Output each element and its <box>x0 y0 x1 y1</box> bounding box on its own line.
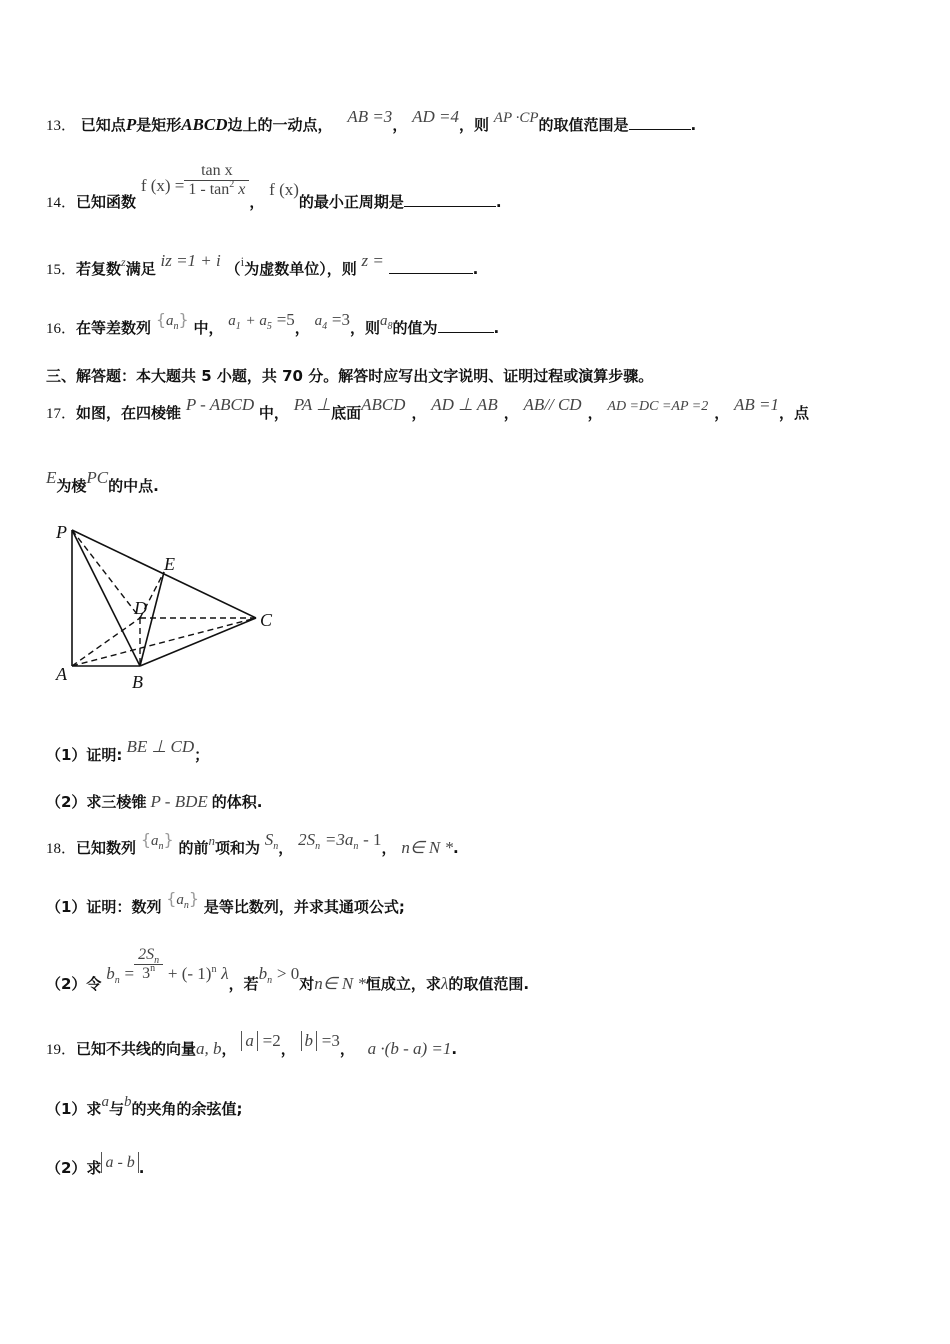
question-17-part-1: （1）证明: BE ⊥ CD； <box>46 737 210 764</box>
edge-bc <box>140 618 256 666</box>
question-17-cont: E为棱PC的中点. <box>46 468 159 495</box>
label-a: A <box>56 664 67 684</box>
question-17-part-2: （2）求三棱锥 P - BDE 的体积. <box>46 792 263 811</box>
edge-ac <box>72 618 256 666</box>
label-c: C <box>260 610 273 630</box>
answer-blank <box>629 114 691 130</box>
math-fx2: f (x) <box>269 179 299 199</box>
math-dot: AP ·CP <box>493 110 539 126</box>
sequence-an: $\{a_n\}$ <box>155 310 189 332</box>
question-15: 15．若复数$^z$满足 iz =1 + i （i为虚数单位），则 z = . <box>46 251 479 278</box>
section-heading: 三、解答题：本大题共 5 小题，共 70 分。解答时应写出文字说明、证明过程或演算步骤。 <box>46 367 654 385</box>
question-14: 14．已知函数 f (x) = $\frac{\text{tan x}}{1 - \tan^2 x}$ ， f (x)的最小正周期是 . <box>46 162 502 211</box>
math-a4: $a_4 =3$ <box>314 310 350 332</box>
math-a8: $a_8$ <box>379 313 393 332</box>
edge-ad <box>72 618 140 666</box>
answer-blank <box>438 317 494 333</box>
question-18-part-1: （1）证明：数列 $\{a_n\}$ 是等比数列，并求其通项公式; <box>46 889 405 916</box>
fraction-2sn: $\frac{2S_n}{3^n}$ <box>134 946 163 983</box>
math-ad: AD =4 <box>412 107 459 126</box>
edge-pb <box>72 530 140 666</box>
question-17: 17．如图，在四棱锥 P - ABCD 中， PA ⊥底面ABCD ， AD ⊥ AB ， AB// CD ， AD =DC =AP =2 ， AB =1，点 <box>46 395 810 422</box>
label-b: B <box>132 672 143 692</box>
edge-pd <box>72 530 140 618</box>
question-19: 19．已知不共线的向量a, b， a =2， b =3， a ·(b - a) =1. <box>46 1031 458 1058</box>
question-19-part-1: （1）求a与b的夹角的余弦值; <box>46 1094 243 1118</box>
question-13: 13． 已知点P是矩形ABCD边上的一动点， AB =3， AD =4，则 AP ·CP的取值范围是 . <box>46 107 697 134</box>
math-a1a5: $a_1 + a_5 =5$ <box>228 310 295 332</box>
fraction-tan: $\frac{\text{tan x}}{1 - \tan^2 x}$ <box>184 162 249 199</box>
question-number: 13． <box>46 118 77 134</box>
answer-blank <box>404 191 496 207</box>
question-18-part-2: （2）令 $b_n$ = $\frac{2S_n}{3^n}$ + (- 1)$^n$ λ，若$b_n > 0$对n∈ N *恒成立，求λ的取值范围. <box>46 946 530 993</box>
pyramid-figure <box>48 518 288 694</box>
label-d: D <box>134 598 147 618</box>
math-fx: f (x) = <box>140 175 185 195</box>
label-p: P <box>56 522 67 542</box>
math-iz: iz =1 + i <box>160 251 221 270</box>
edge-be <box>140 572 164 666</box>
question-19-part-2: （2）求 a - b . <box>46 1154 145 1177</box>
question-16: 16．在等差数列 $\{a_n\}$ 中， $a_1 + a_5 =5$， $a_4 =3$，则$a_8$的值为 . <box>46 310 500 337</box>
math-ab: AB =3 <box>347 107 393 126</box>
answer-blank <box>389 258 473 274</box>
math-z: z = <box>361 251 384 270</box>
question-18: 18．已知数列 $\{a_n\}$ 的前n项和为 $S_n$， $2S_n =3a_n - 1$， n∈ N *. <box>46 830 459 857</box>
label-e: E <box>164 554 175 574</box>
